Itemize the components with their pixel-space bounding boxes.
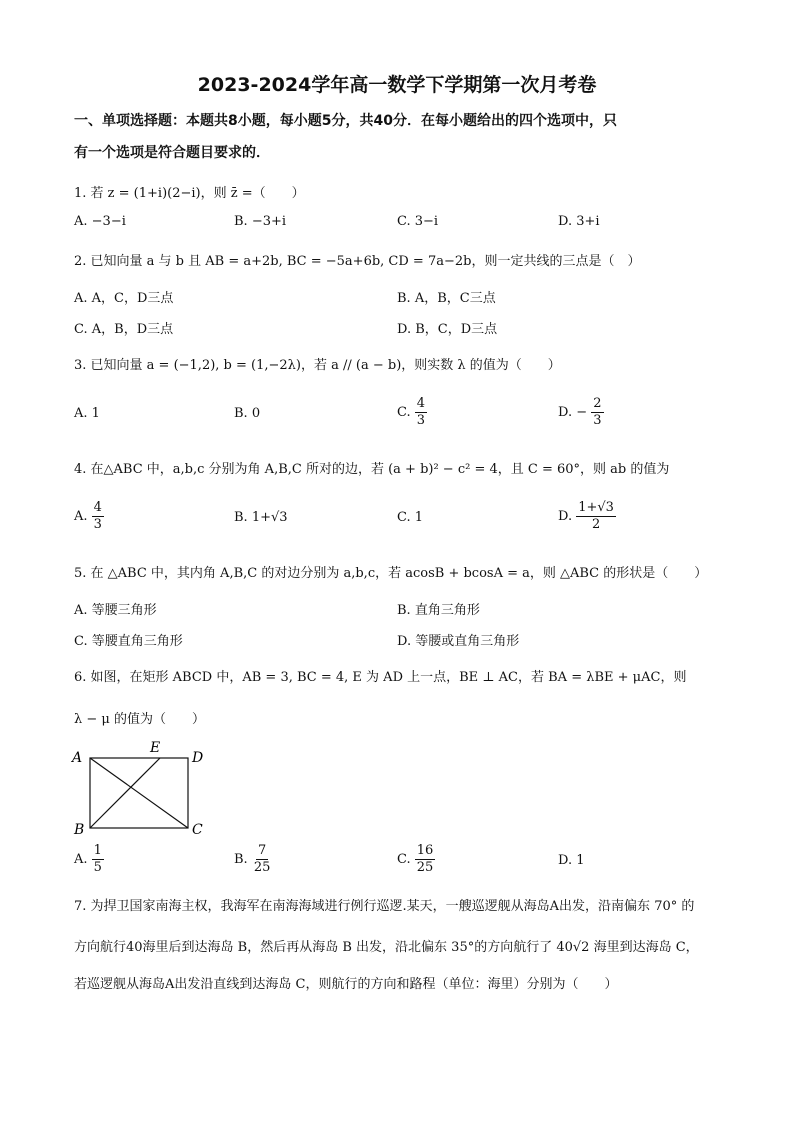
question-2-stem: 2. 已知向量 a 与 b 且 AB = a+2b, BC = −5a+6b, CD = 7a−2b，则一定共线的三点是（ ） <box>74 254 641 269</box>
page-title: 2023-2024学年高一数学下学期第一次月考卷 <box>197 74 597 96</box>
label-b: B <box>74 822 85 838</box>
question-5-option-c: C. 等腰直角三角形 <box>74 634 183 649</box>
fraction: $\frac{2}{3}$ <box>593 396 602 428</box>
question-6-option-d: D. 1 <box>558 853 585 868</box>
question-6-stem-2: λ − μ 的值为（ ） <box>74 712 205 727</box>
question-7-line-3: 若巡逻舰从海岛A出发沿直线到达海岛 C，则航行的方向和路程（单位：海里）分别为（ ） <box>74 977 618 992</box>
question-6-option-c: C. $\frac{16}{25}$ <box>397 843 434 875</box>
question-4-option-b: B. 1+√3 <box>234 510 288 525</box>
question-1-option-b: B. −3+i <box>234 214 287 229</box>
question-3-stem: 3. 已知向量 a = (−1,2), b = (1,−2λ)，若 a // (a − b)，则实数 λ 的值为（ ） <box>74 358 561 373</box>
question-6-stem: 6. 如图，在矩形 ABCD 中，AB = 3, BC = 4, E 为 AD 上一点，BE ⊥ AC，若 BA = λBE + μAC，则 <box>74 670 687 685</box>
question-6-option-a: A. $\frac{1}{5}$ <box>74 843 102 875</box>
question-3-option-d: D. − $\frac{2}{3}$ <box>558 396 602 428</box>
section-heading-line1: 一、单项选择题：本题共8小题，每小题5分，共40分．在每小题给出的四个选项中，只 <box>74 113 617 129</box>
fraction: $\frac{4}{3}$ <box>416 396 426 428</box>
question-5-option-b: B. 直角三角形 <box>397 603 480 618</box>
diagonal-ac <box>90 758 188 828</box>
question-4-option-c: C. 1 <box>397 510 424 525</box>
segment-be <box>90 758 160 828</box>
question-7-line-1: 7. 为捍卫国家南海主权，我海军在南海海域进行例行巡逻.某天，一艘巡逻舰从海岛A出发，沿南偏东 70° 的 <box>74 899 695 914</box>
question-3-option-a: A. 1 <box>74 406 100 421</box>
question-5-stem: 5. 在 △ABC 中，其内角 A,B,C 的对边分别为 a,b,c，若 acosB + bcosA = a，则 △ABC 的形状是（ ） <box>74 566 708 581</box>
question-1-option-d: D. 3+i <box>558 214 600 229</box>
question-7-line-2: 方向航行40海里后到达海岛 B，然后再从海岛 B 出发，沿北偏东 35°的方向航行了 40√2 海里到达海岛 C， <box>74 940 699 955</box>
question-1-option-c: C. 3−i <box>397 214 439 229</box>
label-d: D <box>192 750 204 766</box>
fraction: $\frac{1+√3}{2}$ <box>578 500 614 532</box>
question-3-option-b: B. 0 <box>234 406 261 421</box>
question-6-option-b: B. $\frac{7}{25}$ <box>234 843 271 875</box>
question-4-option-a: A. $\frac{4}{3}$ <box>74 500 102 532</box>
question-3-option-c: C. $\frac{4}{3}$ <box>397 396 426 428</box>
rectangle-figure <box>68 738 218 838</box>
question-2-option-d: D. B，C，D三点 <box>397 322 498 337</box>
label-e: E <box>150 740 161 756</box>
question-5-option-a: A. 等腰三角形 <box>74 603 157 618</box>
question-2-option-b: B. A，B，C三点 <box>397 291 496 306</box>
question-4-option-d: D. $\frac{1+√3}{2}$ <box>558 500 614 532</box>
fraction: $\frac{7}{25}$ <box>253 843 271 875</box>
section-heading-line2: 有一个选项是符合题目要求的． <box>74 145 270 161</box>
label-c: C <box>192 822 203 838</box>
label-a: A <box>72 750 83 766</box>
question-1-option-a: A. −3−i <box>74 214 126 229</box>
fraction: $\frac{1}{5}$ <box>93 843 102 875</box>
fraction: $\frac{16}{25}$ <box>416 843 434 875</box>
question-5-option-d: D. 等腰或直角三角形 <box>397 634 520 649</box>
fraction: $\frac{4}{3}$ <box>93 500 102 532</box>
question-2-option-a: A. A，C，D三点 <box>74 291 174 306</box>
question-1-stem: 1. 若 z = (1+i)(2−i)，则 z̄ =（ ） <box>74 186 305 201</box>
question-4-stem: 4. 在△ABC 中，a,b,c 分别为角 A,B,C 所对的边，若 (a + b)² − c² = 4，且 C = 60°，则 ab 的值为 <box>74 462 670 477</box>
question-2-option-c: C. A，B，D三点 <box>74 322 174 337</box>
